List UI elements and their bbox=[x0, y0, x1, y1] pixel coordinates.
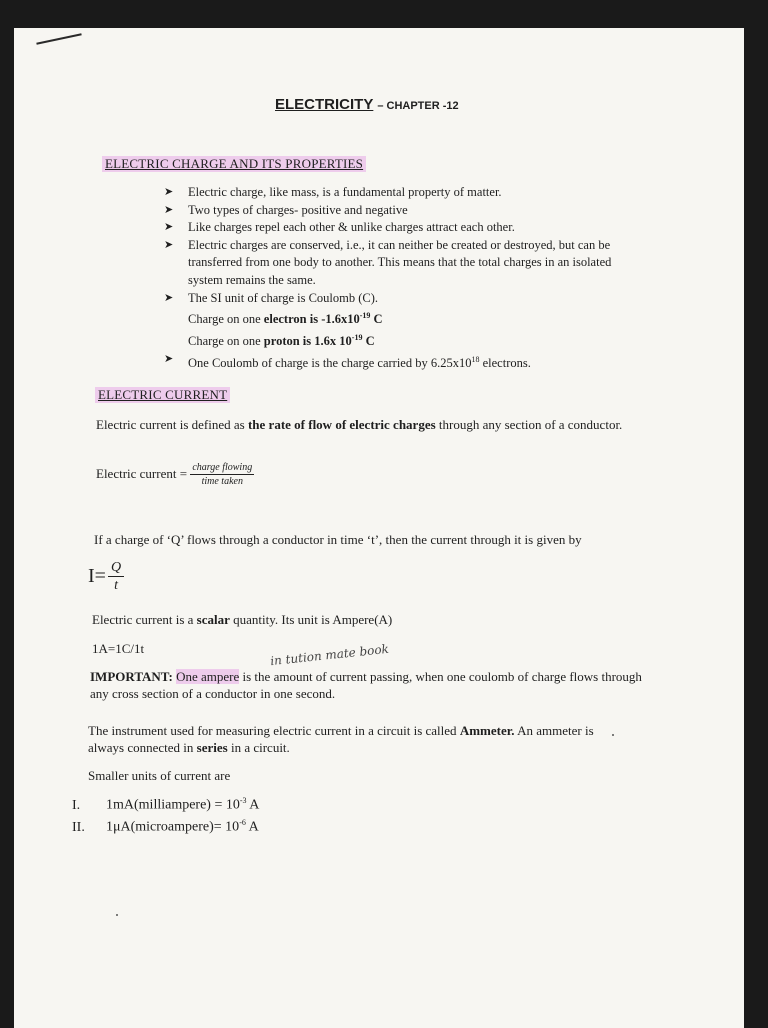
list-item: ➤ One Coulomb of charge is the charge carried by $6.25x10^{18}$ electrons. bbox=[164, 352, 531, 370]
important-note: IMPORTANT: One ampere is the amount of current passing, when one coulomb of charge flows through any cross section of a conductor in one second. bbox=[90, 669, 642, 701]
current-definition: Electric current is defined as the rate of flow of electric charges through any section of a conductor. bbox=[96, 417, 623, 432]
smaller-units-intro: Smaller units of current are bbox=[88, 768, 231, 783]
list-item: ➤ Electric charges are conserved, i.e., it can neither be created or destroyed, but can be transferred from one body to another. This means that the total charges in an isolated system remains the same. bbox=[164, 237, 612, 287]
current-equation: I= $\frac{Q}{t}$ bbox=[88, 560, 124, 595]
electron-charge-line: Charge on one electron is $-1.6x10^{-19}$ C bbox=[188, 311, 383, 327]
list-item: ➤ The SI unit of charge is Coulomb (C). bbox=[164, 290, 644, 308]
ammeter-statement: The instrument used for measuring electric current in a circuit is called Ammeter. An ammeter is always connected in series in a circuit. bbox=[88, 723, 594, 755]
title-main: ELECTRICITY bbox=[275, 96, 374, 113]
speck-mark bbox=[116, 914, 118, 916]
properties-list bbox=[164, 184, 644, 372]
unit-item-milliampere: I. 1mA(milliampere) = $10^{-3}$ A bbox=[72, 796, 260, 813]
speck-mark bbox=[612, 734, 614, 736]
arrow-bullet-icon: ➤ bbox=[164, 186, 174, 198]
arrow-bullet-icon: ➤ bbox=[164, 221, 174, 234]
page-title bbox=[275, 96, 459, 114]
list-item: ➤ Like charges repel each other & unlike charges attract each other. bbox=[164, 219, 644, 237]
unit-relation: 1A=1C/1t bbox=[92, 641, 145, 656]
document-page bbox=[14, 28, 744, 1028]
unit-item-microampere: II. 1μA(microampere)= $10^{-6}$ A bbox=[72, 818, 259, 835]
title-suffix: – CHAPTER -12 bbox=[377, 100, 459, 112]
section-heading-electric-charge: ELECTRIC CHARGE AND ITS PROPERTIES bbox=[102, 156, 366, 172]
section-heading-electric-current: ELECTRIC CURRENT bbox=[95, 387, 230, 403]
list-item: ➤ Two types of charges- positive and negative bbox=[164, 202, 644, 220]
formula-fraction: $\frac{\text{charge flowing}}{\text{time taken}}$ bbox=[192, 462, 253, 487]
charge-sentence: If a charge of ‘Q’ flows through a conductor in time ‘t’, then the current through it is given by bbox=[94, 532, 582, 547]
equation-fraction: $\frac{Q}{t}$ bbox=[108, 560, 124, 595]
handwritten-note: in tution mate book bbox=[269, 641, 390, 669]
arrow-bullet-icon: ➤ bbox=[164, 291, 174, 304]
scalar-statement: Electric current is a scalar quantity. Its unit is Ampere(A) bbox=[92, 612, 393, 627]
proton-charge-line: Charge on one proton is 1.6x $10^{-19}$ C bbox=[188, 332, 375, 349]
list-item: ➤ Electric charge, like mass, is a fundamental property of matter. bbox=[164, 184, 644, 202]
arrow-bullet-icon: ➤ bbox=[164, 238, 174, 251]
current-formula: Electric current = $\frac{\text{charge flowing}}{\text{time taken}}$ bbox=[96, 462, 253, 487]
arrow-bullet-icon: ➤ bbox=[164, 203, 174, 216]
arrow-bullet-icon: ➤ bbox=[164, 352, 174, 365]
